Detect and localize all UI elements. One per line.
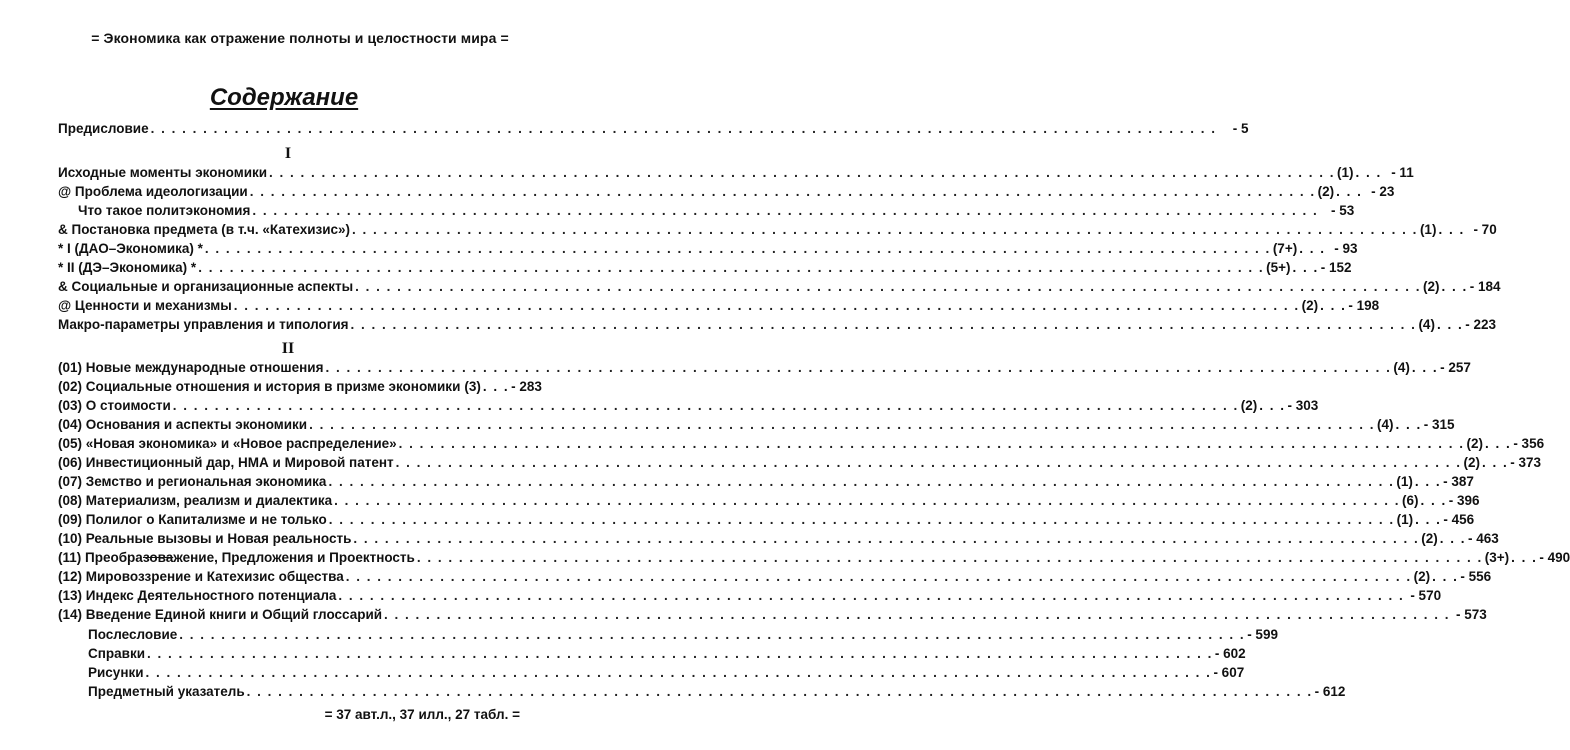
toc-entry-volume: (2) [1317, 184, 1335, 199]
leader-dots: . . . [1436, 317, 1464, 332]
toc-entry-volume: (5+) [1266, 260, 1291, 275]
leader-dots: . . . [1511, 550, 1538, 565]
toc-entry [58, 550, 1570, 569]
leader-dots [205, 241, 1271, 256]
toc-entry [58, 607, 1487, 626]
toc-entry-page: - 490 [1539, 550, 1570, 565]
leader-dots [147, 646, 1213, 661]
struck-text: зова [142, 550, 174, 565]
toc-entry [58, 317, 1496, 336]
leader-dots [250, 184, 1316, 199]
leader-dots: . . . [1355, 165, 1382, 180]
leader-dots: . . . [1292, 260, 1319, 275]
toc-entry-label: (12) Мировоззрение и Катехизис общества [58, 569, 344, 584]
toc-entry [58, 360, 1471, 379]
toc-entry-page: - 599 [1247, 627, 1278, 642]
toc-entry-page: - 396 [1448, 493, 1480, 508]
leader-dots: . . . [1259, 398, 1286, 413]
leader-dots [353, 531, 1419, 546]
leader-dots: . . . [1482, 455, 1509, 470]
toc-entry-label: Макро-параметры управления и типология [58, 317, 349, 332]
toc-entry [58, 474, 1474, 493]
toc-entry [58, 531, 1499, 550]
toc-entry-label: * II (ДЭ–Экономика) * [58, 260, 197, 275]
toc-entry [58, 379, 542, 398]
leader-dots: . . . [1439, 531, 1467, 546]
leader-dots [352, 222, 1418, 237]
section-heading: II [281, 340, 295, 357]
toc-entry-page: - 315 [1423, 417, 1455, 432]
toc-entry [58, 436, 1545, 455]
toc-entry-volume: (1) [1336, 165, 1354, 180]
toc-entry [58, 398, 1319, 417]
toc-entry-page: - 556 [1460, 569, 1492, 584]
toc-entry-volume: (2) [1463, 455, 1480, 470]
toc-entry [58, 455, 1542, 474]
leader-dots: . . . [482, 379, 510, 394]
toc-entry [58, 627, 1278, 646]
leader-dots [269, 165, 1335, 180]
toc-entry-volume: (4) [1418, 317, 1435, 332]
toc-entry-page: - 570 [1410, 588, 1442, 603]
toc-entry [58, 279, 1501, 298]
toc-entry-page: - 573 [1455, 607, 1487, 622]
leader-dots [399, 436, 1465, 451]
page-title: Содержание [209, 84, 359, 111]
toc-entry-label-part: (11) Преобра [58, 550, 143, 565]
leader-dots: . . . [1414, 474, 1442, 489]
toc-entry-page: - 53 [1330, 203, 1355, 218]
leader-dots [309, 417, 1375, 432]
toc-entry [58, 260, 1352, 279]
toc-entry-page: - 70 [1473, 222, 1497, 237]
toc-entry-page: - 356 [1513, 436, 1545, 451]
toc-entry-label: Предметный указатель [88, 684, 245, 699]
toc-entry [58, 684, 1346, 703]
toc-entry-page: - 602 [1214, 646, 1246, 661]
toc-entry-page: - 607 [1213, 665, 1245, 680]
toc-entry-label: Исходные моменты экономики [58, 165, 268, 180]
toc-entry-label: (01) Новые международные отношения [58, 360, 324, 375]
toc-entry-label: (04) Основания и аспекты экономики [58, 417, 308, 432]
toc-entry [58, 184, 1395, 203]
toc-entry-label-part: жение, Предложения и Проектность [173, 550, 415, 565]
toc-entry-label: Справки [88, 646, 146, 661]
page-footer: = 37 авт.л., 37 илл., 27 табл. = [324, 707, 520, 722]
toc-entry-page: - 257 [1440, 360, 1471, 375]
toc-entry-volume: (4) [1393, 360, 1410, 375]
toc-entry-label: (02) Социальные отношения и история в призме экономики [58, 379, 461, 394]
toc-entry-label: (06) Инвестиционный дар, НМА и Мировой патент [58, 455, 394, 470]
toc-entry-label: (03) О стоимости [58, 398, 171, 413]
running-header: = Экономика как отражение полноты и целостности мира = [91, 30, 509, 46]
toc-entry [58, 241, 1358, 260]
toc-entry-label: (10) Реальные вызовы и Новая реальность [58, 531, 352, 546]
toc-entry-label: Что такое политэкономия [78, 203, 251, 218]
toc-entry [58, 646, 1246, 665]
leader-dots [346, 569, 1412, 584]
leader-dots [151, 121, 1217, 136]
leader-dots [146, 665, 1212, 680]
toc-entry-page: - 283 [511, 379, 542, 394]
leader-dots [179, 627, 1245, 642]
toc-entry [58, 298, 1380, 317]
toc-appendix [58, 627, 1346, 703]
toc-entry [58, 493, 1480, 512]
toc-entry-volume: (2) [1421, 531, 1438, 546]
toc-entry-label: (09) Полилог о Капитализме и не только [58, 512, 327, 527]
leader-dots [234, 298, 1300, 313]
toc-entry-label: (05) «Новая экономика» и «Новое распределение» [58, 436, 397, 451]
leader-dots: . . . [1336, 184, 1363, 199]
toc-entry-page: - 23 [1371, 184, 1395, 199]
toc-entry-label: (14) Введение Единой книги и Общий глоссарий [58, 607, 383, 622]
toc-entry [58, 417, 1455, 436]
toc-entry-volume: (2) [1240, 398, 1258, 413]
toc-entry [58, 165, 1414, 184]
toc-entry-page: - 93 [1334, 241, 1358, 256]
leader-dots [173, 398, 1239, 413]
toc-entry-volume: (2) [1466, 436, 1484, 451]
toc-entry-volume: (3) [464, 379, 481, 394]
toc-entry-label [58, 550, 415, 565]
toc-section-1 [58, 145, 1501, 336]
toc-entry-page: - 387 [1443, 474, 1474, 489]
leader-dots [334, 493, 1400, 508]
leader-dots: . . . [1299, 241, 1326, 256]
leader-dots [384, 607, 1450, 622]
leader-dots: . . . [1395, 417, 1422, 432]
toc-entry-label: (13) Индекс Деятельностного потенциала [58, 588, 337, 603]
toc-entry-label: & Социальные и организационные аспекты [58, 279, 354, 294]
leader-dots [247, 684, 1313, 699]
toc-entry-volume: (3+) [1484, 550, 1510, 565]
leader-dots: . . . [1432, 569, 1459, 584]
toc-entry-volume: (1) [1396, 474, 1413, 489]
toc-entry-page: - 11 [1391, 165, 1414, 180]
leader-dots: . . . [1415, 512, 1442, 527]
toc-entry [58, 588, 1442, 607]
leader-dots [328, 474, 1394, 489]
leader-dots: . . . [1411, 360, 1439, 375]
toc-entry-label: @ Ценности и механизмы [58, 298, 232, 313]
leader-dots: . . . [1441, 279, 1468, 294]
leader-dots: . . . [1438, 222, 1465, 237]
toc-entry-page: - 303 [1287, 398, 1319, 413]
leader-dots [329, 512, 1395, 527]
toc-entry-volume: (6) [1402, 493, 1419, 508]
toc-entry-page: - 5 [1232, 121, 1249, 136]
toc-entry-label: (08) Материализм, реализм и диалектика [58, 493, 333, 508]
toc-entry-volume: (2) [1301, 298, 1319, 313]
toc-entry-page: - 223 [1465, 317, 1496, 332]
toc-section-2 [58, 340, 1570, 626]
toc-entry-volume: (2) [1413, 569, 1431, 584]
toc-entry-label: Послесловие [88, 627, 178, 642]
toc-entry-volume: (1) [1396, 512, 1414, 527]
toc-preface [58, 121, 1249, 140]
leader-dots [396, 455, 1462, 470]
leader-dots: . . . [1485, 436, 1512, 451]
leader-dots: . . . [1420, 493, 1447, 508]
toc-entry [58, 222, 1497, 241]
toc-entry [58, 121, 1249, 140]
toc-entry-label: Рисунки [88, 665, 144, 680]
toc-entry-page: - 463 [1468, 531, 1499, 546]
leader-dots [338, 588, 1404, 603]
toc-entry-page: - 198 [1348, 298, 1380, 313]
leader-dots: . . . [1320, 298, 1347, 313]
section-heading: I [284, 145, 292, 162]
toc-entry-page: - 152 [1320, 260, 1352, 275]
leader-dots [252, 203, 1318, 218]
toc-entry-label: & Постановка предмета (в т.ч. «Катехизис») [58, 222, 351, 237]
toc-entry-label: @ Проблема идеологизации [58, 184, 248, 199]
toc-entry-label: Предисловие [58, 121, 149, 136]
toc-entry [58, 203, 1355, 222]
toc-entry-volume: (1) [1419, 222, 1437, 237]
toc-entry-page: - 612 [1314, 684, 1346, 699]
toc-entry-volume: (2) [1423, 279, 1440, 294]
leader-dots [325, 360, 1391, 375]
toc-entry-page: - 456 [1443, 512, 1475, 527]
toc-entry-page: - 184 [1469, 279, 1501, 294]
toc-entry-label: (07) Земство и региональная экономика [58, 474, 327, 489]
toc-entry-volume: (4) [1377, 417, 1394, 432]
leader-dots [198, 260, 1264, 275]
toc-entry-page: - 373 [1510, 455, 1542, 470]
toc-entry [58, 512, 1475, 531]
leader-dots [351, 317, 1417, 332]
toc-entry-volume: (7+) [1272, 241, 1298, 256]
toc-entry-label: * I (ДАО–Экономика) * [58, 241, 203, 256]
leader-dots [355, 279, 1421, 294]
toc-entry [58, 569, 1492, 588]
toc-entry [58, 665, 1245, 684]
leader-dots [417, 550, 1483, 565]
